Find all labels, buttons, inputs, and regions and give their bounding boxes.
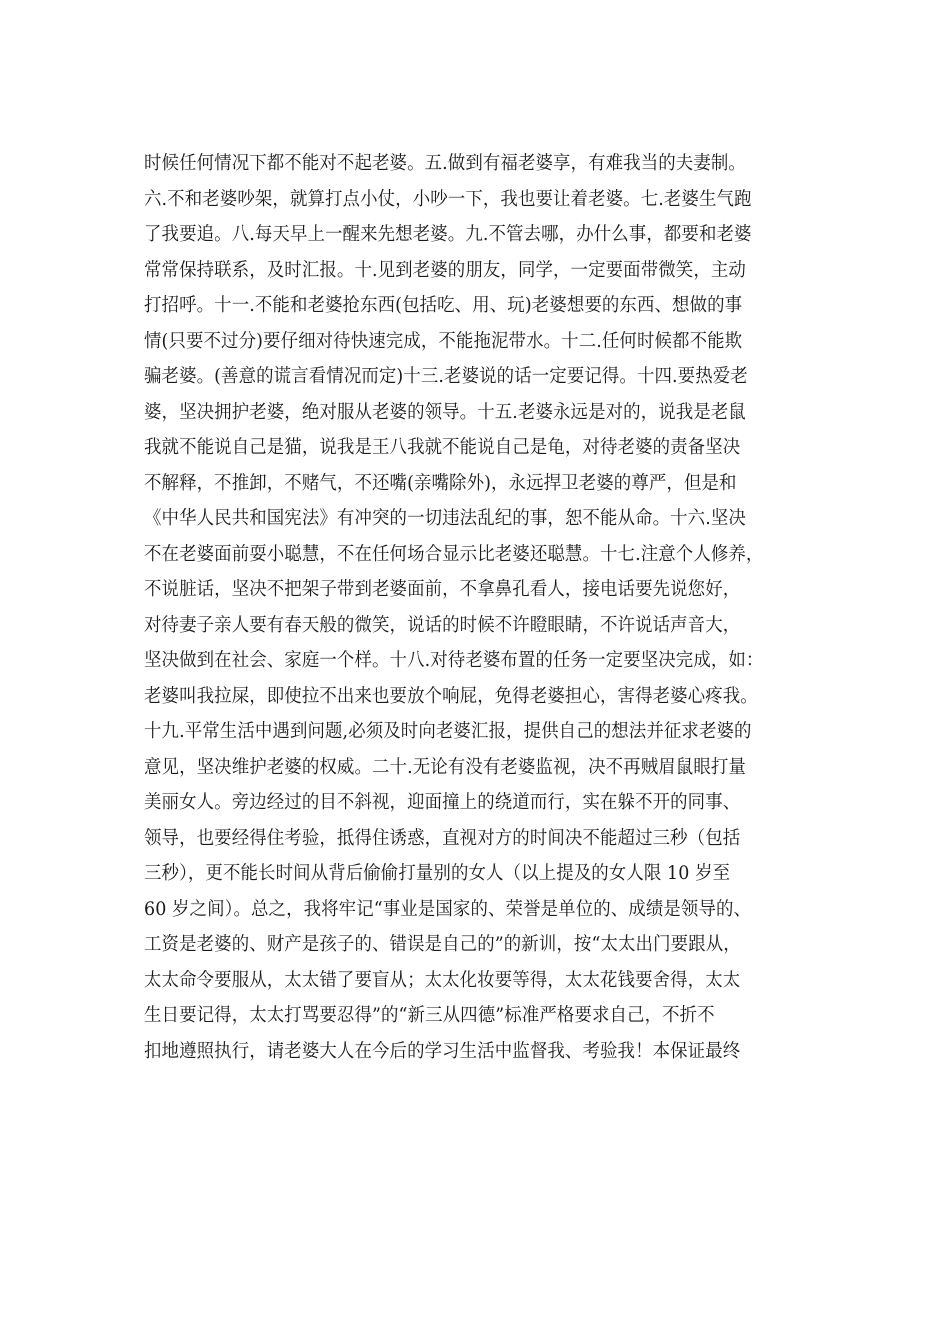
text-line: 太太命令要服从，太太错了要盲从；太太化妆要等得，太太花钱要舍得，太太 [144, 969, 741, 991]
text-line: 情(只要不过分)要仔细对待快速完成，不能拖泥带水。十二.任何时候都不能欺 [144, 330, 743, 352]
text-line: 60 岁之间）。总之，我将牢记“事业是国家的、荣誉是单位的、成绩是领导的、 [144, 898, 752, 920]
text-line: 时候任何情况下都不能对不起老婆。五.做到有福老婆享，有难我当的夫妻制。 [144, 153, 746, 174]
text-line: 扣地遵照执行，请老婆大人在今后的学习生活中监督我、考验我！本保证最终 [144, 1040, 741, 1062]
text-line: 我就不能说自己是猫，说我是王八我就不能说自己是龟，对待老婆的责备坚决 [144, 437, 741, 458]
text-line: 《中华人民共和国宪法》有冲突的一切违法乱纪的事，恕不能从命。十六.坚决 [144, 508, 746, 529]
text-line: 了我要追。八.每天早上一醒来先想老婆。九.不管去哪，办什么事，都要和老婆 [144, 224, 752, 245]
text-line: 美丽女人。旁边经过的目不斜视，迎面撞上的绕道而行，实在躲不开的同事、 [144, 792, 741, 813]
text-line: 十九.平常生活中遇到问题,必须及时向老婆汇报，提供自己的想法并征求老婆的 [144, 721, 752, 742]
text-line: 婆，坚决拥护老婆，绝对服从老婆的领导。十五.老婆永远是对的，说我是老鼠 [144, 401, 746, 423]
text-line: 六.不和老婆吵架，就算打点小仗，小吵一下，我也要让着老婆。七.老婆生气跑 [144, 188, 752, 210]
text-line: 意见，坚决维护老婆的权威。二十.无论有没有老婆监视，决不再贼眉鼠眼打量 [144, 756, 746, 778]
text-line: 坚决做到在社会、家庭一个样。十八.对待老婆布置的任务一定要坚决完成，如： [144, 650, 764, 671]
text-line: 对待妻子亲人要有春天般的微笑，说话的时候不许瞪眼睛，不许说话声音大， [144, 614, 741, 636]
body-text [144, 146, 844, 1069]
text-line: 三秒），更不能长时间从背后偷偷打量别的女人（以上提及的女人限 10 岁至 [144, 863, 731, 884]
text-line: 生日要记得，太太打骂要忍得”的“新三从四德”标准严格要求自己，不折不 [144, 1005, 715, 1026]
text-line: 领导，也要经得住考验，抵得住诱惑，直视对方的时间决不能超过三秒（包括 [144, 827, 741, 849]
text-line: 不在老婆面前耍小聪慧，不在任何场合显示比老婆还聪慧。十七.注意个人修养， [144, 543, 764, 565]
text-line: 骗老婆。(善意的谎言看情况而定)十三.老婆说的话一定要记得。十四.要热爱老 [144, 366, 748, 387]
text-line: 打招呼。十一.不能和老婆抢东西(包括吃、用、玩)老婆想要的东西、想做的事 [144, 295, 743, 316]
text-line: 老婆叫我拉屎，即使拉不出来也要放个响屁，免得老婆担心，害得老婆心疼我。 [144, 685, 758, 707]
text-line: 不说脏话，坚决不把架子带到老婆面前，不拿鼻孔看人，接电话要先说您好， [144, 579, 741, 600]
text-line: 不解释，不推卸，不赌气，不还嘴(亲嘴除外)，永远捍卫老婆的尊严，但是和 [144, 472, 737, 494]
text-line: 工资是老婆的、财产是孩子的、错误是自己的”的新训，按“太太出门要跟从， [144, 934, 741, 955]
text-line: 常常保持联系，及时汇报。十.见到老婆的朋友，同学，一定要面带微笑，主动 [144, 259, 746, 281]
